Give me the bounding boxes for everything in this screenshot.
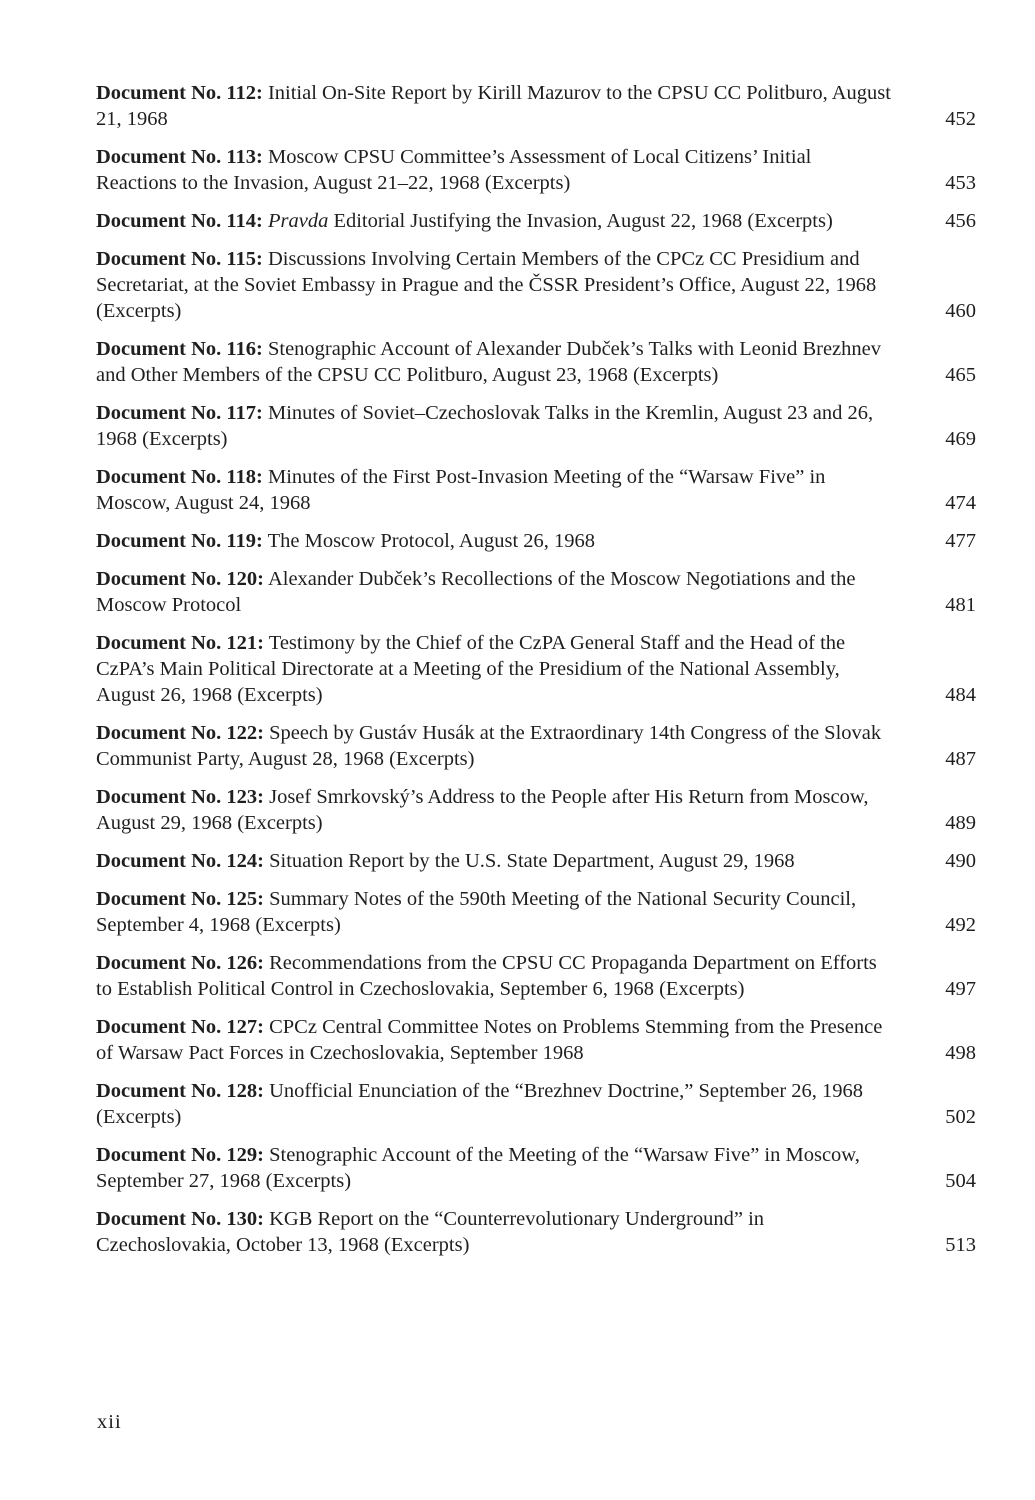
document-number-label: Document No. 127: — [96, 1016, 264, 1038]
document-title: Stenographic Account of Alexander Dubček’s Talks with Leonid Brezhnev and Other Members of the CPSU CC Politburo, August 23, 1968 (Excerpts) — [96, 338, 881, 386]
toc-page-number: 502 — [945, 1106, 976, 1128]
document-number-label: Document No. 126: — [96, 952, 264, 974]
document-title: KGB Report on the “Counterrevolutionary Underground” in Czechoslovakia, October 13, 1968 (Excerpts) — [96, 1208, 765, 1256]
toc-entry — [96, 630, 976, 708]
toc-entry-text — [96, 950, 892, 1002]
document-title-italic: Pravda — [267, 210, 329, 232]
toc-entry-text — [96, 784, 892, 836]
toc-entry-text — [96, 528, 892, 554]
document-number-label: Document No. 128: — [96, 1080, 264, 1102]
toc-page-number: 497 — [945, 978, 976, 1000]
toc-entry — [96, 246, 976, 324]
document-number-label: Document No. 124: — [96, 850, 264, 872]
document-number-label: Document No. 121: — [96, 632, 264, 654]
document-number-label: Document No. 118: — [96, 466, 263, 488]
toc-entry — [96, 144, 976, 196]
document-title: CPCz Central Committee Notes on Problems Stemming from the Presence of Warsaw Pact Forces in Czechoslovakia, September 1968 — [96, 1016, 883, 1064]
document-title: Josef Smrkovský’s Address to the People after His Return from Moscow, August 29, 1968 (Excerpts) — [96, 786, 869, 834]
toc-entry — [96, 208, 976, 234]
document-title: Summary Notes of the 590th Meeting of the National Security Council, September 4, 1968 (Excerpts) — [96, 888, 857, 936]
toc-page-number: 469 — [945, 428, 976, 450]
document-number-label: Document No. 112: — [96, 82, 263, 104]
toc-entry — [96, 464, 976, 516]
document-title: Minutes of Soviet–Czechoslovak Talks in the Kremlin, August 23 and 26, 1968 (Excerpts) — [96, 402, 874, 450]
toc-page-number: 481 — [945, 594, 976, 616]
toc-entry — [96, 80, 976, 132]
toc-entry-text — [96, 720, 892, 772]
toc-entry-text — [96, 1078, 892, 1130]
document-title: Testimony by the Chief of the CzPA General Staff and the Head of the CzPA’s Main Political Directorate at a Meeting of the Presidium of the National Assembly, August 26, 1968 (Excerpts) — [96, 632, 846, 706]
document-number-label: Document No. 122: — [96, 722, 264, 744]
toc-entry-text — [96, 208, 892, 234]
toc-entry-text — [96, 848, 892, 874]
toc-page-number: 474 — [945, 492, 976, 514]
toc-page-number: 456 — [945, 210, 976, 232]
toc-entry-text — [96, 464, 892, 516]
toc-page-number: 452 — [945, 108, 976, 130]
toc-page-number: 487 — [945, 748, 976, 770]
document-title: Alexander Dubček’s Recollections of the Moscow Negotiations and the Moscow Protocol — [96, 568, 856, 616]
document-title: Situation Report by the U.S. State Department, August 29, 1968 — [263, 850, 795, 872]
table-of-contents — [96, 80, 976, 1270]
document-number-label: Document No. 130: — [96, 1208, 264, 1230]
toc-entry — [96, 336, 976, 388]
document-number-label: Document No. 113: — [96, 146, 263, 168]
document-title: The Moscow Protocol, August 26, 1968 — [262, 530, 596, 552]
toc-entry — [96, 1014, 976, 1066]
toc-page-number: 504 — [945, 1170, 976, 1192]
toc-page-number: 453 — [945, 172, 976, 194]
toc-entry — [96, 1206, 976, 1258]
toc-entry — [96, 720, 976, 772]
document-number-label: Document No. 129: — [96, 1144, 264, 1166]
document-number-label: Document No. 125: — [96, 888, 264, 910]
toc-page-number: 498 — [945, 1042, 976, 1064]
toc-page-number: 460 — [945, 300, 976, 322]
document-title: Discussions Involving Certain Members of the CPCz CC Presidium and Secretariat, at the Soviet Embassy in Prague and the ČSSR President’s Office, August 22, 1968 (Excerpts) — [96, 248, 877, 322]
document-number-label: Document No. 123: — [96, 786, 264, 808]
page-number: xii — [97, 1411, 122, 1433]
toc-entry — [96, 950, 976, 1002]
toc-entry-text — [96, 246, 892, 324]
document-title: Unofficial Enunciation of the “Brezhnev Doctrine,” September 26, 1968 (Excerpts) — [96, 1080, 864, 1128]
toc-entry-text — [96, 1206, 892, 1258]
toc-page-number: 484 — [945, 684, 976, 706]
toc-entry-text — [96, 630, 892, 708]
toc-entry-text — [96, 886, 892, 938]
toc-entry — [96, 1078, 976, 1130]
toc-entry — [96, 566, 976, 618]
toc-entry — [96, 848, 976, 874]
document-number-label: Document No. 119: — [96, 530, 263, 552]
document-number-label: Document No. 120: — [96, 568, 264, 590]
toc-entry-text — [96, 566, 892, 618]
document-title: Initial On-Site Report by Kirill Mazurov to the CPSU CC Politburo, August 21, 1968 — [96, 82, 891, 130]
document-number-label: Document No. 117: — [96, 402, 263, 424]
document-title: Recommendations from the CPSU CC Propaganda Department on Efforts to Establish Political Control in Czechoslovakia, September 6, 1968 (Excerpts) — [96, 952, 877, 1000]
document-title: Editorial Justifying the Invasion, August 22, 1968 (Excerpts) — [328, 210, 833, 232]
toc-entry — [96, 886, 976, 938]
document-title: Moscow CPSU Committee’s Assessment of Local Citizens’ Initial Reactions to the Invasion, August 21–22, 1968 (Excerpts) — [96, 146, 812, 194]
document-title: Minutes of the First Post-Invasion Meeting of the “Warsaw Five” in Moscow, August 24, 1968 — [96, 466, 826, 514]
toc-page-number: 513 — [945, 1234, 976, 1256]
document-number-label: Document No. 114: — [96, 210, 263, 232]
toc-entry-text — [96, 336, 892, 388]
document-number-label: Document No. 115: — [96, 248, 263, 270]
toc-entry — [96, 528, 976, 554]
toc-entry-text — [96, 1014, 892, 1066]
document-title: Speech by Gustáv Husák at the Extraordinary 14th Congress of the Slovak Communist Party, August 28, 1968 (Excerpts) — [96, 722, 882, 770]
document-title: Stenographic Account of the Meeting of the “Warsaw Five” in Moscow, September 27, 1968 (Excerpts) — [96, 1144, 860, 1192]
toc-page-number: 489 — [945, 812, 976, 834]
toc-entry-text — [96, 144, 892, 196]
document-number-label: Document No. 116: — [96, 338, 263, 360]
toc-page-number: 465 — [945, 364, 976, 386]
toc-page-number: 490 — [945, 850, 976, 872]
toc-entry-text — [96, 400, 892, 452]
toc-entry-text — [96, 1142, 892, 1194]
toc-page-number: 477 — [945, 530, 976, 552]
toc-entry — [96, 1142, 976, 1194]
toc-page-number: 492 — [945, 914, 976, 936]
toc-entry — [96, 400, 976, 452]
toc-entry-text — [96, 80, 892, 132]
toc-entry — [96, 784, 976, 836]
